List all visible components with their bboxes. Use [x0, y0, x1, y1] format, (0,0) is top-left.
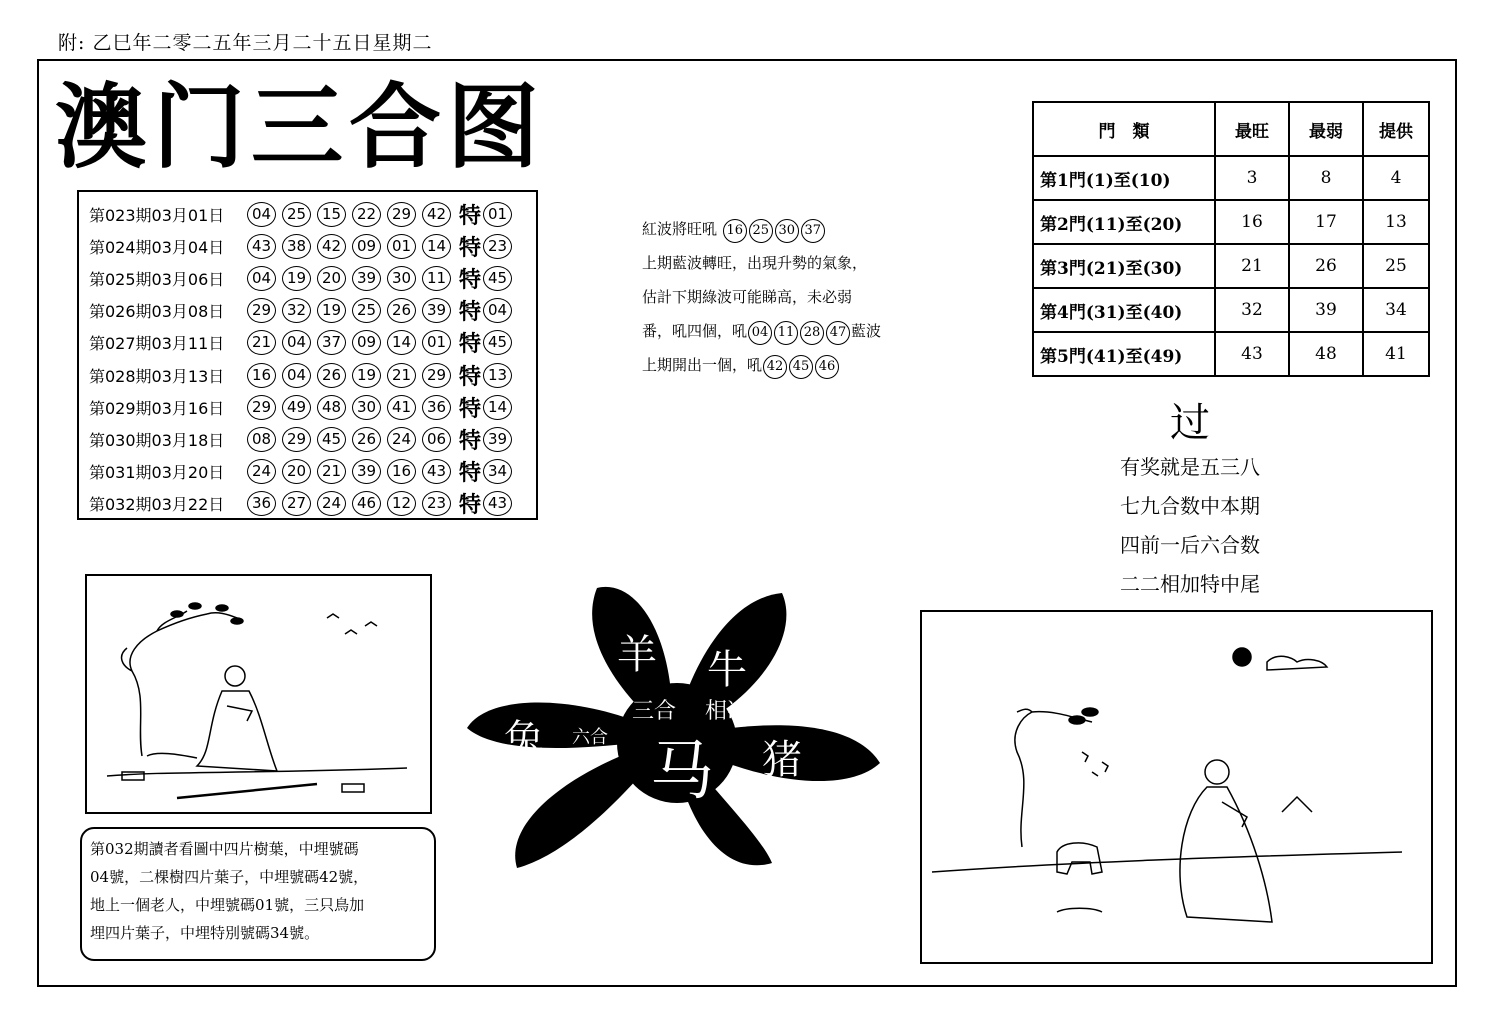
page-title: 澳门三合图 — [55, 74, 546, 181]
hint-line-1: 上期藍波轉旺，出現升勢的氣象， — [642, 254, 868, 272]
scholar-robe — [1180, 787, 1272, 922]
special-label: 特 — [459, 493, 482, 519]
number-ball: 26 — [317, 363, 346, 388]
number-ball: 27 — [282, 491, 311, 516]
door-table-row — [1033, 332, 1429, 376]
result-row-label: 第031期03月20日 — [89, 463, 225, 483]
hint-line-4-numbers — [762, 356, 840, 374]
number-ball: 38 — [282, 234, 311, 259]
door-value-cell: 16 — [1215, 200, 1289, 244]
result-row — [89, 262, 536, 294]
hint-number-circle: 25 — [749, 219, 773, 243]
label-liuhe: 六合 — [572, 727, 608, 748]
door-value-cell: 25 — [1363, 244, 1429, 288]
special-number-ball: 45 — [483, 266, 512, 291]
special-number-ball: 13 — [483, 363, 512, 388]
hint-number-circle: 47 — [826, 321, 850, 345]
label-xiangchong: 相冲 — [705, 699, 750, 724]
stone-1 — [122, 772, 144, 780]
special-number-ball: 04 — [483, 298, 512, 323]
hint-number-circle: 11 — [774, 321, 798, 345]
result-row-label: 第032期03月22日 — [89, 495, 225, 515]
special-number-ball: 43 — [483, 491, 512, 516]
grass — [1282, 797, 1312, 812]
door-value-cell: 39 — [1289, 288, 1363, 332]
number-ball: 04 — [282, 363, 311, 388]
number-ball: 08 — [247, 427, 276, 452]
door-table-header-cell: 門 類 — [1033, 102, 1215, 156]
special-label: 特 — [459, 428, 482, 454]
number-ball: 29 — [422, 363, 451, 388]
leaf-3 — [189, 603, 201, 609]
special-label: 特 — [459, 300, 482, 326]
hint-number-circle: 30 — [775, 219, 799, 243]
number-ball: 24 — [247, 459, 276, 484]
number-ball: 30 — [352, 395, 381, 420]
illustration-old-man — [85, 574, 432, 814]
door-value-cell: 13 — [1363, 200, 1429, 244]
results-grid — [77, 190, 538, 520]
special-number-ball: 01 — [483, 202, 512, 227]
hint-heading: 紅波將旺吼 — [642, 220, 718, 238]
stick — [177, 784, 317, 798]
poem-line-1: 有奖就是五三八 — [1120, 455, 1260, 479]
hint-number-circle: 37 — [801, 219, 825, 243]
special-label: 特 — [459, 396, 482, 422]
door-table-row — [1033, 244, 1429, 288]
hint-number-circle: 46 — [815, 355, 839, 379]
special-number-ball: 14 — [483, 395, 512, 420]
poem-line-4: 二二相加特中尾 — [1120, 572, 1260, 596]
door-table-row — [1033, 156, 1429, 200]
number-ball: 21 — [247, 330, 276, 355]
number-ball: 30 — [387, 266, 416, 291]
door-value-cell: 4 — [1363, 156, 1429, 200]
door-value-cell: 41 — [1363, 332, 1429, 376]
special-number-ball: 39 — [483, 427, 512, 452]
door-range-cell: 第2門(11)至(20) — [1033, 200, 1215, 244]
number-ball: 19 — [352, 363, 381, 388]
number-ball: 04 — [247, 202, 276, 227]
result-row — [89, 327, 536, 359]
number-ball: 42 — [422, 202, 451, 227]
hint-number-circle: 16 — [723, 219, 747, 243]
result-row-label: 第028期03月13日 — [89, 366, 225, 386]
door-value-cell: 3 — [1215, 156, 1289, 200]
date-line: 附: 乙巳年二零二五年三月二十五日星期二 — [58, 32, 433, 54]
number-ball: 29 — [387, 202, 416, 227]
hint-number-circle: 28 — [800, 321, 824, 345]
door-value-cell: 34 — [1363, 288, 1429, 332]
result-row — [89, 488, 536, 520]
number-ball: 15 — [317, 202, 346, 227]
zodiac-ox: 牛 — [707, 647, 747, 693]
man-robe — [197, 691, 277, 771]
number-ball: 29 — [247, 395, 276, 420]
stone-2 — [342, 784, 364, 792]
bird-3 — [365, 622, 377, 626]
note-line-2: 04號，二棵樹四片葉子，中埋號碼42號， — [90, 868, 369, 886]
hint-number-circle: 45 — [789, 355, 813, 379]
moon — [1233, 648, 1251, 666]
hint-text — [642, 212, 932, 382]
leaf-2 — [216, 605, 228, 611]
cloud — [1267, 656, 1327, 670]
door-table — [1032, 101, 1430, 377]
number-ball: 49 — [282, 395, 311, 420]
number-ball: 04 — [247, 266, 276, 291]
scholar-head — [1205, 760, 1229, 784]
hint-line-4-prefix: 上期開出一個，吼 — [642, 356, 763, 374]
number-ball: 36 — [422, 395, 451, 420]
special-label: 特 — [459, 332, 482, 358]
zodiac-pig: 猪 — [762, 737, 802, 783]
door-table-row — [1033, 288, 1429, 332]
number-ball: 25 — [352, 298, 381, 323]
coin — [1057, 908, 1102, 912]
leaf-b — [1082, 708, 1098, 716]
number-ball: 14 — [422, 234, 451, 259]
number-ball: 04 — [282, 330, 311, 355]
number-ball: 09 — [352, 330, 381, 355]
number-ball: 22 — [352, 202, 381, 227]
number-ball: 11 — [422, 266, 451, 291]
dog — [1057, 843, 1102, 874]
illustration-scholar — [920, 610, 1433, 964]
door-value-cell: 17 — [1289, 200, 1363, 244]
number-ball: 46 — [352, 491, 381, 516]
bird-2 — [345, 630, 357, 634]
tree-trunk-right — [1015, 712, 1092, 847]
number-ball: 21 — [317, 459, 346, 484]
leaf-a — [1069, 716, 1085, 724]
result-row — [89, 391, 536, 423]
note-box — [80, 827, 436, 961]
number-ball: 19 — [317, 298, 346, 323]
special-number-ball: 34 — [483, 459, 512, 484]
door-range-cell: 第4門(31)至(40) — [1033, 288, 1215, 332]
hint-line-2: 估計下期綠波可能睇高，未必弱 — [642, 288, 853, 306]
number-ball: 21 — [387, 363, 416, 388]
hint-number-circle: 04 — [748, 321, 772, 345]
poem-title: 过 — [1170, 400, 1210, 446]
door-table-body — [1033, 156, 1429, 376]
number-ball: 37 — [317, 330, 346, 355]
result-row-label: 第026期03月08日 — [89, 302, 225, 322]
ground-right — [932, 852, 1402, 872]
number-ball: 19 — [282, 266, 311, 291]
door-value-cell: 26 — [1289, 244, 1363, 288]
result-row-label: 第030期03月18日 — [89, 430, 225, 450]
hint-number-circle: 42 — [763, 355, 787, 379]
special-number-ball: 23 — [483, 234, 512, 259]
tree-trunk — [130, 614, 207, 756]
number-ball: 16 — [247, 363, 276, 388]
number-ball: 45 — [317, 427, 346, 452]
door-table-row — [1033, 200, 1429, 244]
number-ball: 14 — [387, 330, 416, 355]
note-line-4: 埋四片葉子，中埋特別號碼34號。 — [90, 924, 320, 942]
result-row — [89, 456, 536, 488]
result-row — [89, 198, 536, 230]
number-ball: 43 — [422, 459, 451, 484]
zodiac-flower — [462, 578, 882, 868]
door-value-cell: 32 — [1215, 288, 1289, 332]
result-row — [89, 359, 536, 391]
poem — [1100, 398, 1280, 604]
zodiac-rabbit: 兔 — [504, 717, 544, 763]
result-row-label: 第025期03月06日 — [89, 269, 225, 289]
result-row-label: 第029期03月16日 — [89, 398, 225, 418]
note-line-1: 第032期讀者看圖中四片樹葉，中埋號碼 — [90, 840, 359, 858]
door-value-cell: 48 — [1289, 332, 1363, 376]
number-ball: 42 — [317, 234, 346, 259]
number-ball: 16 — [387, 459, 416, 484]
number-ball: 39 — [352, 459, 381, 484]
number-ball: 23 — [422, 491, 451, 516]
door-value-cell: 8 — [1289, 156, 1363, 200]
door-table-header — [1033, 102, 1429, 156]
number-ball: 29 — [247, 298, 276, 323]
number-ball: 24 — [317, 491, 346, 516]
number-ball: 39 — [352, 266, 381, 291]
number-ball: 26 — [387, 298, 416, 323]
label-sanhe: 三合 — [632, 699, 677, 724]
special-label: 特 — [459, 267, 482, 293]
result-row — [89, 230, 536, 262]
special-label: 特 — [459, 461, 482, 487]
number-ball: 39 — [422, 298, 451, 323]
result-row — [89, 423, 536, 455]
number-ball: 20 — [317, 266, 346, 291]
door-value-cell: 21 — [1215, 244, 1289, 288]
zodiac-sheep: 羊 — [617, 632, 657, 678]
hint-line-3-prefix: 番，吼四個，吼 — [642, 322, 748, 340]
poem-line-3: 四前一后六合数 — [1120, 533, 1260, 557]
number-ball: 12 — [387, 491, 416, 516]
result-row-label: 第024期03月04日 — [89, 237, 225, 257]
number-ball: 36 — [247, 491, 276, 516]
number-ball: 24 — [387, 427, 416, 452]
door-table-header-cell: 最旺 — [1215, 102, 1289, 156]
door-table-header-cell: 提供 — [1363, 102, 1429, 156]
falling-leaves — [1082, 752, 1108, 776]
hint-heading-numbers — [722, 220, 826, 238]
result-row — [89, 295, 536, 327]
number-ball: 20 — [282, 459, 311, 484]
number-ball: 01 — [422, 330, 451, 355]
number-ball: 01 — [387, 234, 416, 259]
door-range-cell: 第1門(1)至(10) — [1033, 156, 1215, 200]
door-value-cell: 43 — [1215, 332, 1289, 376]
poem-line-2: 七九合数中本期 — [1120, 494, 1260, 518]
leaf-1 — [231, 618, 243, 624]
special-label: 特 — [459, 364, 482, 390]
special-number-ball: 45 — [483, 330, 512, 355]
number-ball: 48 — [317, 395, 346, 420]
number-ball: 43 — [247, 234, 276, 259]
leaf-4 — [171, 611, 183, 617]
number-ball: 06 — [422, 427, 451, 452]
old-man-drawing — [87, 576, 430, 812]
bird-1 — [327, 614, 339, 618]
special-label: 特 — [459, 235, 482, 261]
number-ball: 26 — [352, 427, 381, 452]
number-ball: 25 — [282, 202, 311, 227]
number-ball: 32 — [282, 298, 311, 323]
hint-line-3-suffix: 藍波 — [851, 322, 882, 340]
scholar-drawing — [922, 612, 1431, 962]
zodiac-horse: 马 — [650, 735, 714, 809]
number-ball: 41 — [387, 395, 416, 420]
door-range-cell: 第5門(41)至(49) — [1033, 332, 1215, 376]
special-label: 特 — [459, 203, 482, 229]
door-table-header-cell: 最弱 — [1289, 102, 1363, 156]
note-line-3: 地上一個老人，中埋號碼01號，三只鳥加 — [90, 896, 365, 914]
result-row-label: 第023期03月01日 — [89, 205, 225, 225]
number-ball: 09 — [352, 234, 381, 259]
door-range-cell: 第3門(21)至(30) — [1033, 244, 1215, 288]
hint-line-3-numbers — [747, 322, 851, 340]
number-ball: 29 — [282, 427, 311, 452]
result-row-label: 第027期03月11日 — [89, 334, 225, 354]
man-head — [225, 666, 245, 686]
